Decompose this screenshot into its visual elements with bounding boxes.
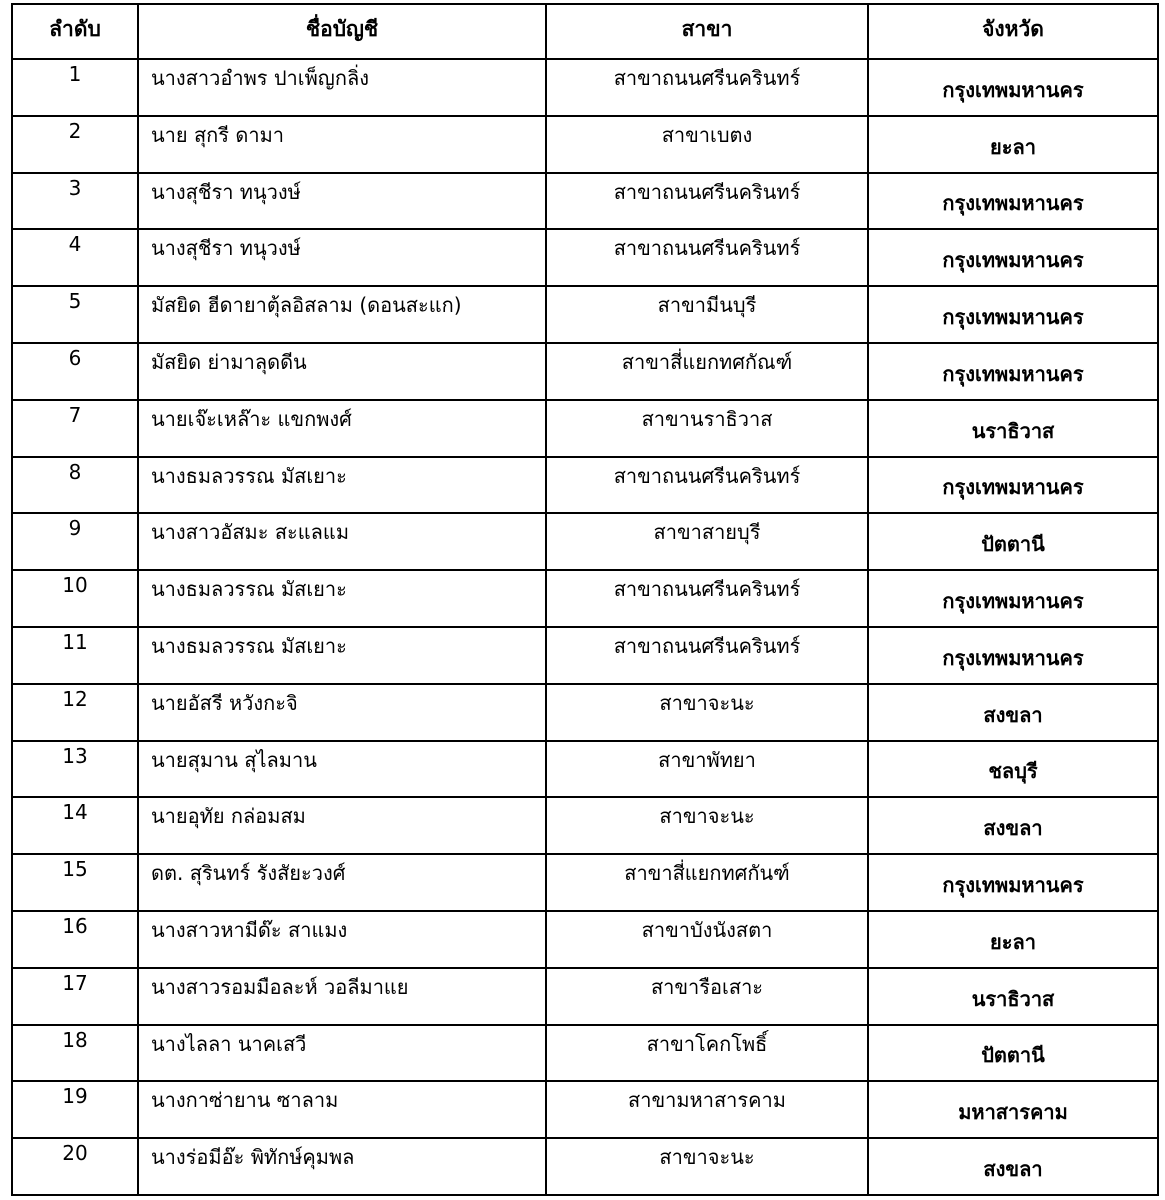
row-number: 19 [12, 1081, 138, 1138]
table-row [12, 400, 1158, 457]
row-number: 1 [12, 59, 138, 116]
account-name-cell: มัสยิด ฮีดายาตุ้ลอิสลาม (ดอนสะแก) [138, 286, 546, 343]
account-name-cell: นายอุทัย กล่อมสม [138, 797, 546, 854]
province-cell: กรุงเทพมหานคร [868, 457, 1158, 514]
account-name-cell: นางสาวหามีด๊ะ สาแมง [138, 911, 546, 968]
row-number: 20 [12, 1138, 138, 1195]
province-cell: นราธิวาส [868, 400, 1158, 457]
province-cell: สงขลา [868, 1138, 1158, 1195]
province-cell: ปัตตานี [868, 1025, 1158, 1082]
province-cell: กรุงเทพมหานคร [868, 229, 1158, 286]
branch-cell: สาขาถนนศรีนครินทร์ [546, 457, 868, 514]
account-name-cell: นางธมลวรรณ มัสเยาะ [138, 570, 546, 627]
row-number: 13 [12, 741, 138, 798]
row-number: 9 [12, 513, 138, 570]
row-number: 5 [12, 286, 138, 343]
table-row [12, 513, 1158, 570]
table-row [12, 741, 1158, 798]
province-cell: ปัตตานี [868, 513, 1158, 570]
province-cell: มหาสารคาม [868, 1081, 1158, 1138]
table-row [12, 1025, 1158, 1082]
table-row [12, 173, 1158, 230]
branch-cell: สาขาพัทยา [546, 741, 868, 798]
account-name-cell: นางสุชีรา ทนุวงษ์ [138, 229, 546, 286]
branch-cell: สาขานราธิวาส [546, 400, 868, 457]
account-name-cell: มัสยิด ย่ามาลุดดีน [138, 343, 546, 400]
account-name-cell: นางธมลวรรณ มัสเยาะ [138, 457, 546, 514]
branch-cell: สาขาจะนะ [546, 797, 868, 854]
province-cell: กรุงเทพมหานคร [868, 173, 1158, 230]
account-name-cell: ดต. สุรินทร์ รังสัยะวงศ์ [138, 854, 546, 911]
branch-cell: สาขาสายบุรี [546, 513, 868, 570]
account-table [11, 3, 1159, 1196]
account-name-cell: นาย สุกรี ดามา [138, 116, 546, 173]
row-number: 4 [12, 229, 138, 286]
account-name-cell: นางสาวรอมมือละห์ วอลีมาแย [138, 968, 546, 1025]
province-cell: กรุงเทพมหานคร [868, 343, 1158, 400]
row-number: 14 [12, 797, 138, 854]
province-cell: สงขลา [868, 684, 1158, 741]
branch-cell: สาขารือเสาะ [546, 968, 868, 1025]
header-branch: สาขา [546, 4, 868, 59]
branch-cell: สาขาสี่แยกทศกันฑ์ [546, 854, 868, 911]
branch-cell: สาขาถนนศรีนครินทร์ [546, 229, 868, 286]
province-cell: กรุงเทพมหานคร [868, 854, 1158, 911]
row-number: 2 [12, 116, 138, 173]
branch-cell: สาขาจะนะ [546, 684, 868, 741]
province-cell: กรุงเทพมหานคร [868, 627, 1158, 684]
account-list-document [11, 3, 1157, 1196]
row-number: 6 [12, 343, 138, 400]
table-row [12, 343, 1158, 400]
table-row [12, 854, 1158, 911]
branch-cell: สาขาถนนศรีนครินทร์ [546, 570, 868, 627]
table-row [12, 1081, 1158, 1138]
branch-cell: สาขามีนบุรี [546, 286, 868, 343]
table-row [12, 968, 1158, 1025]
header-account-name: ชื่อบัญชี [138, 4, 546, 59]
row-number: 7 [12, 400, 138, 457]
branch-cell: สาขาเบตง [546, 116, 868, 173]
header-row [12, 4, 1158, 59]
branch-cell: สาขาบังนังสตา [546, 911, 868, 968]
account-name-cell: นายสุมาน สุไลมาน [138, 741, 546, 798]
table-row [12, 59, 1158, 116]
branch-cell: สาขาสี่แยกทศกัณฑ์ [546, 343, 868, 400]
province-cell: สงขลา [868, 797, 1158, 854]
account-name-cell: นายอัสรี หวังกะจิ [138, 684, 546, 741]
account-name-cell: นางร่อมีอ๊ะ พิทักษ์คุมพล [138, 1138, 546, 1195]
account-name-cell: นางสุชีรา ทนุวงษ์ [138, 173, 546, 230]
branch-cell: สาขาถนนศรีนครินทร์ [546, 59, 868, 116]
header-no: ลำดับ [12, 4, 138, 59]
row-number: 8 [12, 457, 138, 514]
row-number: 12 [12, 684, 138, 741]
table-row [12, 286, 1158, 343]
province-cell: กรุงเทพมหานคร [868, 570, 1158, 627]
table-row [12, 684, 1158, 741]
table-header [12, 4, 1158, 59]
branch-cell: สาขาถนนศรีนครินทร์ [546, 173, 868, 230]
table-row [12, 911, 1158, 968]
account-name-cell: นางธมลวรรณ มัสเยาะ [138, 627, 546, 684]
account-name-cell: นางกาซ่ายาน ซาลาม [138, 1081, 546, 1138]
table-row [12, 116, 1158, 173]
row-number: 10 [12, 570, 138, 627]
row-number: 15 [12, 854, 138, 911]
table-row [12, 1138, 1158, 1195]
row-number: 3 [12, 173, 138, 230]
account-name-cell: นางสาวอัสมะ สะแลแม [138, 513, 546, 570]
table-row [12, 570, 1158, 627]
account-name-cell: นางสาวอำพร ปาเพ็ญกลิ่ง [138, 59, 546, 116]
branch-cell: สาขามหาสารคาม [546, 1081, 868, 1138]
table-row [12, 797, 1158, 854]
branch-cell: สาขาโคกโพธิ์ [546, 1025, 868, 1082]
table-row [12, 457, 1158, 514]
row-number: 18 [12, 1025, 138, 1082]
account-name-cell: นางไลลา นาคเสวี [138, 1025, 546, 1082]
province-cell: กรุงเทพมหานคร [868, 286, 1158, 343]
province-cell: ชลบุรี [868, 741, 1158, 798]
province-cell: นราธิวาส [868, 968, 1158, 1025]
row-number: 11 [12, 627, 138, 684]
row-number: 16 [12, 911, 138, 968]
table-row [12, 627, 1158, 684]
table-row [12, 229, 1158, 286]
header-province: จังหวัด [868, 4, 1158, 59]
province-cell: กรุงเทพมหานคร [868, 59, 1158, 116]
row-number: 17 [12, 968, 138, 1025]
branch-cell: สาขาถนนศรีนครินทร์ [546, 627, 868, 684]
table-body [12, 59, 1158, 1195]
account-name-cell: นายเจ๊ะเหล๊าะ แขกพงศ์ [138, 400, 546, 457]
province-cell: ยะลา [868, 911, 1158, 968]
branch-cell: สาขาจะนะ [546, 1138, 868, 1195]
province-cell: ยะลา [868, 116, 1158, 173]
